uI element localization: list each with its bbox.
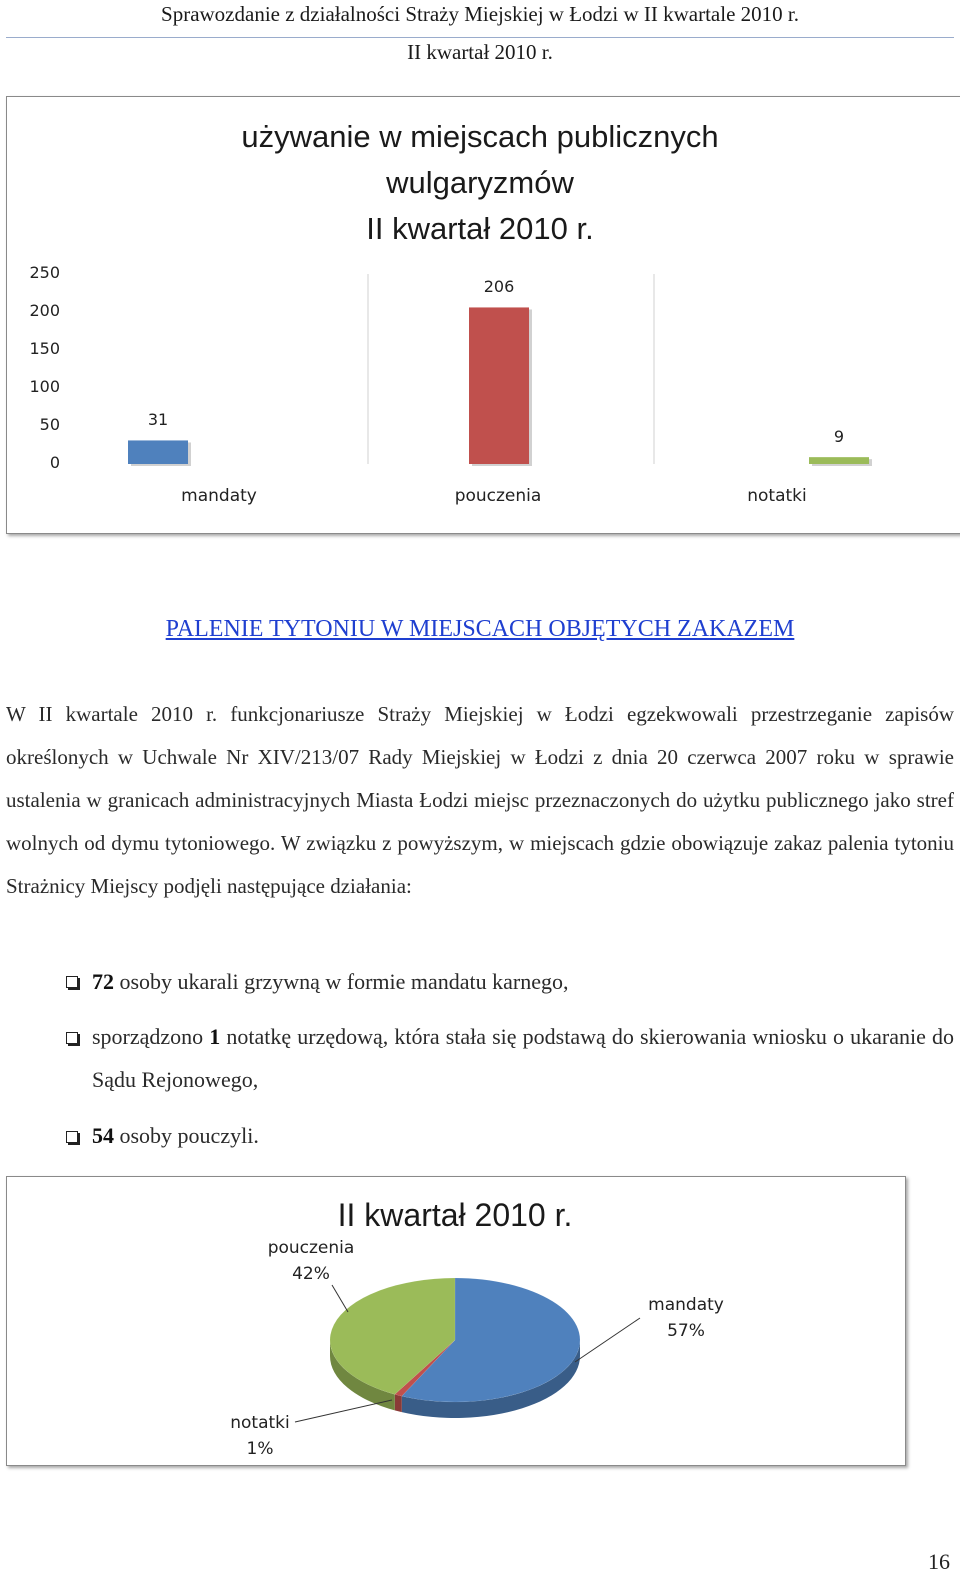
bar-chart-title-line-1: używanie w miejscach publicznych xyxy=(241,119,719,154)
x-category-label: pouczenia xyxy=(454,486,542,506)
bar-notatki xyxy=(809,457,869,464)
bullet-1-number: 72 xyxy=(92,969,114,994)
document-header-subtitle: II kwartał 2010 r. xyxy=(407,40,553,64)
y-tick-label: 200 xyxy=(29,301,60,320)
pie-label-notatki xyxy=(200,1410,320,1462)
bullet-2-icon xyxy=(66,1032,78,1044)
bullet-item-3: 54 osoby pouczyli. xyxy=(92,1123,259,1148)
pie-label-pouczenia xyxy=(251,1235,371,1287)
bar-data-label: 9 xyxy=(833,427,845,447)
bar-mandaty xyxy=(128,440,188,464)
pie-label-value: 57% xyxy=(667,1321,705,1341)
section-heading: PALENIE TYTONIU W MIEJSCACH OBJĘTYCH ZAKAZEM xyxy=(165,616,795,642)
pie-leader-pouczenia xyxy=(332,1285,348,1312)
page-number: 16 xyxy=(928,1549,950,1574)
y-tick-label: 250 xyxy=(29,263,60,282)
x-category-label: mandaty xyxy=(181,486,257,506)
pie-chart-slices xyxy=(295,1278,640,1422)
y-tick-label: 50 xyxy=(39,415,60,434)
bullet-3-number: 54 xyxy=(92,1123,114,1148)
bar-data-label: 31 xyxy=(147,410,169,430)
y-tick-label: 100 xyxy=(29,377,60,396)
x-category-label: notatki xyxy=(747,486,807,506)
bullet-3-icon xyxy=(66,1131,78,1143)
bar-data-label: 206 xyxy=(483,277,515,297)
pie-chart-plot xyxy=(0,1170,960,1470)
pie-label-name: pouczenia xyxy=(267,1238,355,1258)
pie-chart-title: II kwartał 2010 r. xyxy=(337,1197,573,1233)
bar-chart-plot xyxy=(0,0,960,540)
bar-chart-bars xyxy=(128,307,872,466)
bar-chart-title-line-3: II kwartał 2010 r. xyxy=(366,211,594,246)
section-paragraph: W II kwartale 2010 r. funkcjonariusze Straży Miejskiej w Łodzi egzekwowali przestrzeganie zapisów określonych w Uchwale Nr XIV/213/07 Rady Miejskiej w Łodzi z dnia 20 czerwca 2007 roku w sprawie ustalenia w granicach administracyjnych Miasta Łodzi miejsc przeznaczonych do użytku publicznego jako stref wolnych od dymu tytoniowego. W związku z powyższym, w miejscach gdzie obowiązuje zakaz palenia tytoniu Strażnicy Miejscy podjęli następujące działania: xyxy=(6,702,954,898)
pie-label-name: mandaty xyxy=(648,1295,724,1315)
pie-label-name: notatki xyxy=(230,1413,290,1433)
pie-label-value: 1% xyxy=(246,1439,274,1459)
pie-label-mandaty xyxy=(626,1292,746,1344)
bullet-item-1: 72 osoby ukarali grzywną w formie mandatu karnego, xyxy=(92,969,569,994)
bar-chart-title-line-2: wulgaryzmów xyxy=(386,165,574,200)
bullet-2-number: 1 xyxy=(209,1024,221,1049)
bar-pouczenia xyxy=(469,307,529,464)
document-header-title: Sprawozdanie z działalności Straży Miejskiej w Łodzi w II kwartale 2010 r. xyxy=(161,2,799,26)
bullet-item-2: sporządzono 1 notatkę urzędową, która stała się podstawą do skierowania wniosku o ukaranie do Sądu Rejonowego, xyxy=(92,1024,954,1092)
bullet-1-icon xyxy=(66,976,78,988)
pie-side-notatki xyxy=(395,1394,402,1412)
pie-label-value: 42% xyxy=(292,1264,330,1284)
y-tick-label: 150 xyxy=(29,339,60,358)
y-tick-label: 0 xyxy=(49,453,60,472)
